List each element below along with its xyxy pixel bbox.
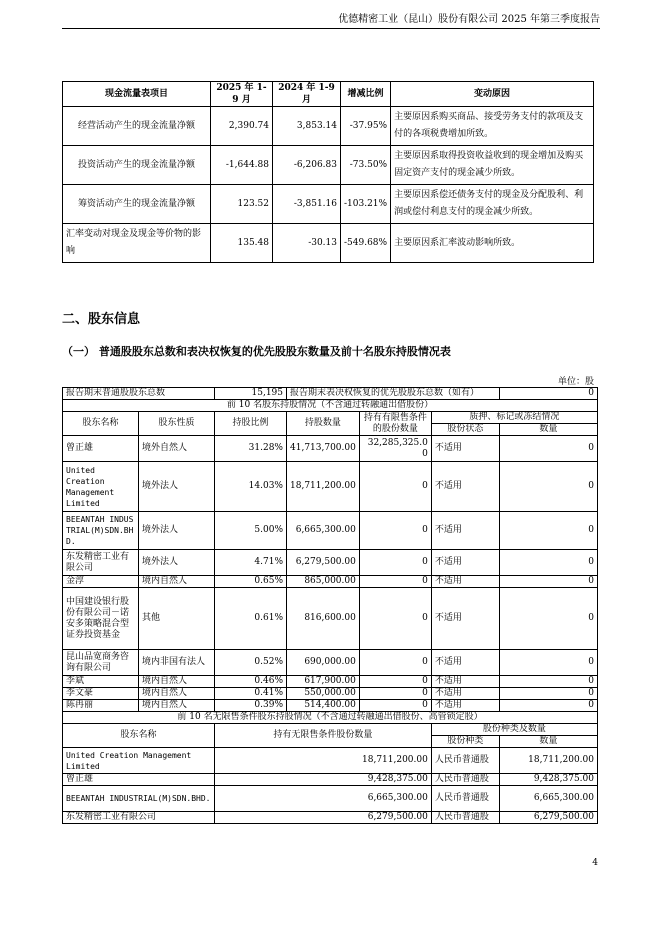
- shareholder-table: [62, 387, 598, 824]
- cell-nature: 境外法人: [139, 462, 215, 512]
- cell-item: 经营活动产生的现金流量净额: [63, 107, 211, 146]
- table-row: [63, 774, 598, 786]
- u-cell-qty: 18,711,200.00: [215, 748, 432, 774]
- cell-qty: 617,900.00: [287, 676, 360, 688]
- cell-amount: 0: [499, 700, 597, 712]
- u-col-type: 股份种类: [431, 736, 499, 748]
- cell-name: 陈冉丽: [63, 700, 139, 712]
- table-row: [63, 650, 598, 676]
- cell-change: -549.68%: [341, 224, 391, 263]
- cell-2024: -3,851.16: [273, 185, 341, 224]
- cell-qty: 690,000.00: [287, 650, 360, 676]
- cell-amount: 0: [499, 512, 597, 550]
- cell-reason: 主要原因系购买商品、接受劳务支付的款项及支付的各项税费增加所致。: [391, 107, 594, 146]
- cell-status: 不适用: [431, 436, 499, 462]
- table-row: [63, 786, 598, 812]
- cell-2024: -6,206.83: [273, 146, 341, 185]
- cell-qty: 18,711,200.00: [287, 462, 360, 512]
- u-cell-type: 人民币普通股: [431, 774, 499, 786]
- u-cell-name: 东发精密工业有限公司: [63, 812, 215, 824]
- cell-restricted: 0: [359, 462, 431, 512]
- u-cell-qty: 6,279,500.00: [215, 812, 432, 824]
- u-col-qty: 持有无限售条件股份数量: [215, 724, 432, 748]
- u-cell-amount: 6,279,500.00: [499, 812, 597, 824]
- unrestricted-title: 前 10 名无限售条件股东持股情况（不含通过转融通出借股份、高管锁定股）: [63, 712, 598, 724]
- col-nature: 股东性质: [139, 412, 215, 436]
- page-header: 优德精密工业（昆山）股份有限公司 2025 年第三季度报告: [338, 14, 600, 25]
- pref-label: 报告期末表决权恢复的优先股股东总数（如有）: [287, 388, 500, 400]
- u-col-amount: 数量: [499, 736, 597, 748]
- cell-status: 不适用: [431, 688, 499, 700]
- u-cell-name: United Creation Management Limited: [63, 748, 215, 774]
- table-row: [63, 107, 594, 146]
- col-restricted: 持有有限售条件的股份数量: [359, 412, 431, 436]
- u-cell-type: 人民币普通股: [431, 812, 499, 824]
- cell-restricted: 0: [359, 512, 431, 550]
- u-cell-amount: 18,711,200.00: [499, 748, 597, 774]
- header-rule: [62, 28, 600, 29]
- cell-restricted: 0: [359, 676, 431, 688]
- cell-status: 不适用: [431, 676, 499, 688]
- col-item: 现金流量表项目: [63, 82, 211, 107]
- cell-qty: 865,000.00: [287, 576, 360, 588]
- cashflow-header-row: [63, 82, 594, 107]
- table-row: [63, 812, 598, 824]
- cell-nature: 境外自然人: [139, 436, 215, 462]
- table-row: [63, 688, 598, 700]
- u-cell-type: 人民币普通股: [431, 748, 499, 774]
- cell-ratio: 5.00%: [215, 512, 287, 550]
- col-pledge: 质押、标记或冻结情况: [431, 412, 597, 424]
- cell-2025: 123.52: [211, 185, 273, 224]
- table-row: [63, 146, 594, 185]
- col-qty: 持股数量: [287, 412, 360, 436]
- cell-status: 不适用: [431, 550, 499, 576]
- col-2024: 2024 年 1-9 月: [273, 82, 341, 107]
- table-row: [63, 700, 598, 712]
- col-status: 股份状态: [431, 424, 499, 436]
- cell-change: -37.95%: [341, 107, 391, 146]
- table-row: [63, 748, 598, 774]
- cell-amount: 0: [499, 688, 597, 700]
- cell-nature: 境内自然人: [139, 576, 215, 588]
- cell-nature: 其他: [139, 588, 215, 650]
- cell-status: 不适用: [431, 512, 499, 550]
- cell-ratio: 0.61%: [215, 588, 287, 650]
- section-title: 二、股东信息: [62, 312, 141, 327]
- cell-restricted: 0: [359, 588, 431, 650]
- table-row: [63, 436, 598, 462]
- cell-nature: 境外法人: [139, 550, 215, 576]
- cell-qty: 550,000.00: [287, 688, 360, 700]
- cell-2025: 135.48: [211, 224, 273, 263]
- col-ratio: 持股比例: [215, 412, 287, 436]
- top10-title-row: [63, 400, 598, 412]
- cell-reason: 主要原因系偿还债务支付的现金及分配股利、利润或偿付利息支付的现金减少所致。: [391, 185, 594, 224]
- cell-2024: -30.13: [273, 224, 341, 263]
- u-cell-qty: 6,665,300.00: [215, 786, 432, 812]
- unrestricted-title-row: [63, 712, 598, 724]
- u-header-row: [63, 724, 598, 736]
- pref-value: 0: [499, 388, 597, 400]
- cell-name: 李斌: [63, 676, 139, 688]
- cell-status: 不适用: [431, 650, 499, 676]
- unit-label: 单位：股: [557, 377, 594, 387]
- cell-qty: 6,279,500.00: [287, 550, 360, 576]
- total-value: 15,195: [215, 388, 287, 400]
- cell-ratio: 0.46%: [215, 676, 287, 688]
- cell-amount: 0: [499, 462, 597, 512]
- cell-qty: 816,600.00: [287, 588, 360, 650]
- cell-amount: 0: [499, 650, 597, 676]
- col-amount: 数量: [499, 424, 597, 436]
- cell-nature: 境外法人: [139, 512, 215, 550]
- u-col-name: 股东名称: [63, 724, 215, 748]
- cell-reason: 主要原因系汇率波动影响所致。: [391, 224, 594, 263]
- cell-item: 汇率变动对现金及现金等价物的影响: [63, 224, 211, 263]
- cell-nature: 境内自然人: [139, 700, 215, 712]
- cell-name: 东发精密工业有限公司: [63, 550, 139, 576]
- table-row: [63, 676, 598, 688]
- cell-name: 金淳: [63, 576, 139, 588]
- cell-amount: 0: [499, 676, 597, 688]
- cell-status: 不适用: [431, 588, 499, 650]
- cell-item: 筹资活动产生的现金流量净额: [63, 185, 211, 224]
- cell-qty: 514,400.00: [287, 700, 360, 712]
- cell-restricted: 0: [359, 700, 431, 712]
- table-row: [63, 224, 594, 263]
- page-number: 4: [592, 858, 598, 868]
- u-cell-name: 曾正雄: [63, 774, 215, 786]
- top10-title: 前 10 名股东持股情况（不含通过转融通出借股份）: [63, 400, 598, 412]
- cell-name: 李文豪: [63, 688, 139, 700]
- cell-item: 投资活动产生的现金流量净额: [63, 146, 211, 185]
- u-cell-type: 人民币普通股: [431, 786, 499, 812]
- cell-nature: 境内自然人: [139, 676, 215, 688]
- cell-2025: 2,390.74: [211, 107, 273, 146]
- col-change: 增减比例: [341, 82, 391, 107]
- u-cell-name: BEEANTAH INDUSTRIAL(M)SDN.BHD.: [63, 786, 215, 812]
- u-cell-amount: 6,665,300.00: [499, 786, 597, 812]
- cell-ratio: 31.28%: [215, 436, 287, 462]
- table-row: [63, 462, 598, 512]
- cell-2024: 3,853.14: [273, 107, 341, 146]
- cell-restricted: 0: [359, 650, 431, 676]
- cell-qty: 6,665,300.00: [287, 512, 360, 550]
- col-reason: 变动原因: [391, 82, 594, 107]
- table-row: [63, 512, 598, 550]
- header-row: [63, 412, 598, 424]
- cell-restricted: 0: [359, 550, 431, 576]
- cell-name: BEEANTAH INDUSTRIAL(M)SDN.BHD.: [63, 512, 139, 550]
- cell-name: 中国建设银行股份有限公司－诺安多策略混合型证券投资基金: [63, 588, 139, 650]
- cell-nature: 境内非国有法人: [139, 650, 215, 676]
- cell-ratio: 0.41%: [215, 688, 287, 700]
- cell-amount: 0: [499, 588, 597, 650]
- cashflow-table: [62, 81, 594, 263]
- total-label: 报告期末普通股股东总数: [63, 388, 215, 400]
- table-row: [63, 588, 598, 650]
- u-cell-amount: 9,428,375.00: [499, 774, 597, 786]
- cell-name: United Creation Management Limited: [63, 462, 139, 512]
- cell-amount: 0: [499, 576, 597, 588]
- cell-ratio: 14.03%: [215, 462, 287, 512]
- cell-restricted: 32,285,325.00: [359, 436, 431, 462]
- total-row: [63, 388, 598, 400]
- cell-ratio: 0.39%: [215, 700, 287, 712]
- cell-qty: 41,713,700.00: [287, 436, 360, 462]
- table-row: [63, 185, 594, 224]
- col-name: 股东名称: [63, 412, 139, 436]
- cell-name: 昆山品宽商务咨询有限公司: [63, 650, 139, 676]
- table-row: [63, 576, 598, 588]
- col-2025: 2025 年 1-9 月: [211, 82, 273, 107]
- cell-status: 不适用: [431, 462, 499, 512]
- cell-change: -73.50%: [341, 146, 391, 185]
- cell-ratio: 4.71%: [215, 550, 287, 576]
- cell-nature: 境内自然人: [139, 688, 215, 700]
- cell-reason: 主要原因系取得投资收益收到的现金增加及购买固定资产支付的现金减少所致。: [391, 146, 594, 185]
- cell-ratio: 0.52%: [215, 650, 287, 676]
- cell-change: -103.21%: [341, 185, 391, 224]
- u-cell-qty: 9,428,375.00: [215, 774, 432, 786]
- cell-restricted: 0: [359, 576, 431, 588]
- cell-2025: -1,644.88: [211, 146, 273, 185]
- cell-name: 曾正雄: [63, 436, 139, 462]
- table-row: [63, 550, 598, 576]
- cell-status: 不适用: [431, 700, 499, 712]
- cell-status: 不适用: [431, 576, 499, 588]
- cell-ratio: 0.65%: [215, 576, 287, 588]
- cell-amount: 0: [499, 550, 597, 576]
- cell-restricted: 0: [359, 688, 431, 700]
- cell-amount: 0: [499, 436, 597, 462]
- subsection-title: （一） 普通股股东总数和表决权恢复的优先股股东数量及前十名股东持股情况表: [62, 345, 451, 358]
- u-col-type-group: 股份种类及数量: [431, 724, 597, 736]
